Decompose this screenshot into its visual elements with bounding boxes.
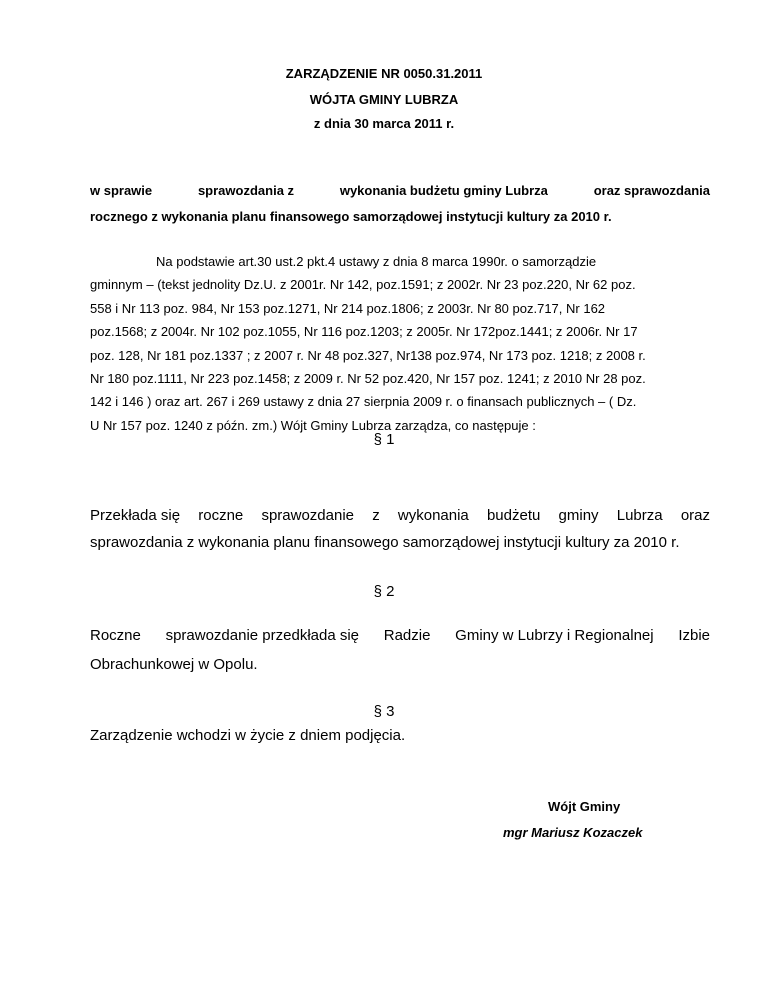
- legal-basis-line: 558 i Nr 113 poz. 984, Nr 153 poz.1271, Nr 214 poz.1806; z 2003r. Nr 80 poz.717, Nr 162: [90, 300, 606, 316]
- section-1-word: Przekłada się: [90, 507, 181, 524]
- legal-basis-line: Nr 180 poz.1111, Nr 223 poz.1458; z 2009 r. Nr 52 poz.420, Nr 157 poz. 1241; z 2010 Nr 28 poz.: [90, 370, 646, 386]
- legal-basis-paragraph: [90, 250, 710, 437]
- section-2-word: Roczne: [90, 627, 141, 644]
- section-2-word: Izbie: [678, 627, 710, 644]
- section-3-heading: § 3: [373, 703, 395, 720]
- legal-basis-line: 142 i 146 ) oraz art. 267 i 269 ustawy z dnia 27 sierpnia 2009 r. o finansach publicznych – ( Dz.: [90, 394, 637, 410]
- signature-name: mgr Mariusz Kozaczek: [503, 825, 643, 840]
- section-2-word: sprawozdanie przedkłada się: [165, 627, 360, 644]
- legal-basis-line: U Nr 157 poz. 1240 z późn. zm.) Wójt Gminy Lubrza zarządza, co następuje :: [90, 417, 536, 433]
- section-2-heading: § 2: [373, 583, 395, 600]
- document-title: ZARZĄDZENIE NR 0050.31.2011: [285, 66, 483, 81]
- signature-title: Wójt Gminy: [548, 799, 621, 814]
- section-2-line-1: [90, 627, 710, 645]
- section-1-word: wykonania: [397, 507, 469, 524]
- date-line: z dnia 30 marca 2011 r.: [313, 116, 455, 131]
- section-2-line-2: Obrachunkowej w Opolu.: [90, 656, 258, 673]
- subject-word: sprawozdania z: [197, 183, 295, 198]
- subject-word: w sprawie: [90, 183, 153, 198]
- section-1-word: gminy: [558, 507, 599, 524]
- section-1-word: budżetu: [486, 507, 541, 524]
- section-1-word: roczne: [198, 507, 244, 524]
- section-3-line-1: Zarządzenie wchodzi w życie z dniem podjęcia.: [90, 727, 406, 744]
- section-1-word: Lubrza: [616, 507, 663, 524]
- issuer-line: WÓJTA GMINY LUBRZA: [309, 92, 459, 107]
- section-2-word: Radzie: [383, 627, 431, 644]
- section-1-line-2: sprawozdania z wykonania planu finansowego samorządowej instytucji kultury za 2010 r.: [90, 534, 680, 551]
- legal-basis-line: poz.1568; z 2004r. Nr 102 poz.1055, Nr 116 poz.1203; z 2005r. Nr 172poz.1441; z 2006r. Nr 17: [90, 324, 638, 340]
- subject-line-2: rocznego z wykonania planu finansowego samorządowej instytucji kultury za 2010 r.: [90, 209, 612, 224]
- section-1-line-1: [90, 507, 710, 525]
- legal-basis-line: gminnym – (tekst jednolity Dz.U. z 2001r. Nr 142, poz.1591; z 2002r. Nr 23 poz.220, Nr 62 poz.: [90, 277, 636, 293]
- subject-word: wykonania budżetu gminy Lubrza: [339, 183, 548, 198]
- subject-line-1: [90, 183, 710, 199]
- section-1-word: oraz: [680, 507, 710, 524]
- section-1-word: z: [372, 507, 380, 524]
- legal-basis-line: Na podstawie art.30 ust.2 pkt.4 ustawy z dnia 8 marca 1990r. o samorządzie: [156, 254, 597, 269]
- subject-word: oraz sprawozdania: [593, 183, 710, 198]
- section-2-word: Gminy w Lubrzy i Regionalnej: [455, 627, 654, 644]
- section-1-heading: § 1: [373, 431, 395, 448]
- section-1-word: sprawozdanie: [261, 507, 355, 524]
- legal-basis-line: poz. 128, Nr 181 poz.1337 ; z 2007 r. Nr 48 poz.327, Nr138 poz.974, Nr 173 poz. 1218; z 2008 r.: [90, 347, 646, 363]
